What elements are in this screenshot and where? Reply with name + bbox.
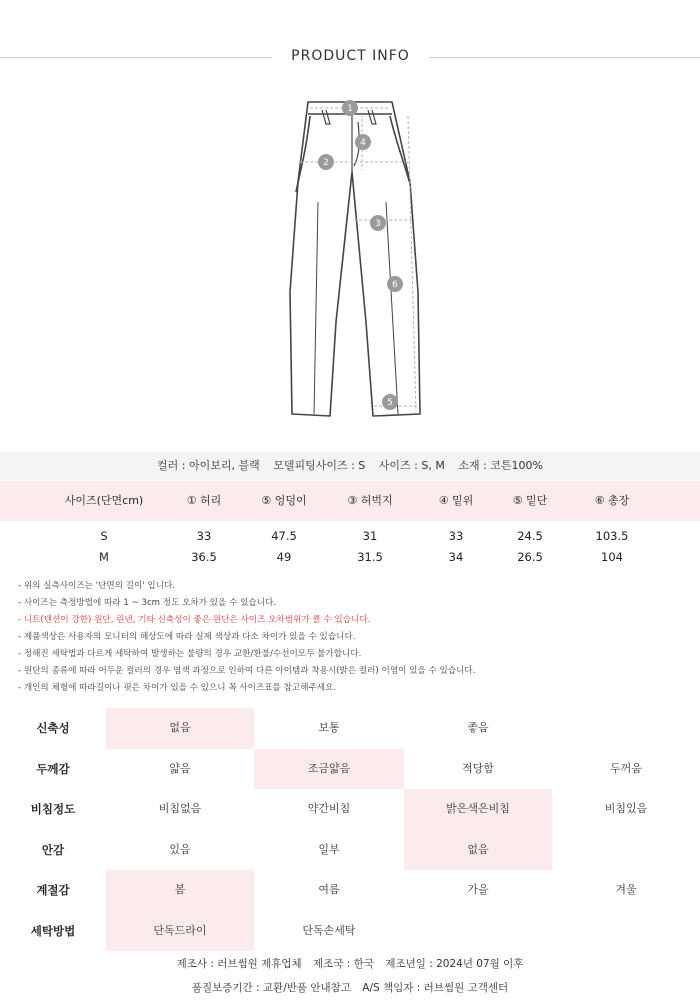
model-size-info: 모델피팅사이즈 : S <box>273 459 366 472</box>
warranty-period: 품질보증기간 : 교환/반품 안내참고 <box>191 982 351 994</box>
property-option: 비침있음 <box>604 802 648 815</box>
size-header-hem: ⑤ 밑단 <box>512 494 548 507</box>
belt-loop-right <box>368 110 376 124</box>
divider-right <box>429 57 700 58</box>
property-option: 비침없음 <box>158 802 202 815</box>
material-info: 소재 : 코튼100% <box>458 459 543 472</box>
property-row-stretch <box>0 708 700 749</box>
property-option: 가을 <box>467 883 489 896</box>
size-cell: 33 <box>196 529 212 543</box>
size-cell: S <box>100 529 108 543</box>
property-option: 좋음 <box>467 721 489 734</box>
fabric-property-grid <box>0 708 700 951</box>
size-options-info: 사이즈 : S, M <box>378 459 445 472</box>
pants-outline <box>290 102 420 416</box>
property-option: 보통 <box>318 721 340 734</box>
property-option: 있음 <box>169 842 191 856</box>
size-cell: 36.5 <box>191 550 217 564</box>
property-option-selected: 단독드라이 <box>106 911 254 952</box>
size-header-hip: ⑤ 엉덩이 <box>261 494 307 507</box>
size-header-label: 사이즈(단면cm) <box>64 494 144 507</box>
note-item: - 개인의 체형에 따라길이나 핏은 차이가 있을 수 있으니 꼭 사이즈표를 참고해주세요. <box>18 683 337 693</box>
property-option <box>552 911 700 952</box>
note-item: - 사이즈는 측정방법에 따라 1 ~ 3cm 정도 오차가 있을 수 있습니다. <box>18 598 277 608</box>
size-notes <box>18 578 688 697</box>
marker-label-3: 3 <box>375 219 381 229</box>
property-option: 얇음 <box>169 761 191 775</box>
note-item: - 정해진 세탁법과 다르게 세탁하여 발생하는 불량의 경우 교환/환불/수선이모두 불가합니다. <box>18 649 362 659</box>
marker-label-1: 1 <box>347 104 353 114</box>
note-item-warning: - 니트(텐션이 강한) 원단, 린넨, 기타 신축성이 좋은 원단은 사이즈 오차범위가 클 수 있습니다. <box>18 615 371 625</box>
size-header-waist: ① 허리 <box>186 494 222 507</box>
size-cell: 31 <box>362 529 378 543</box>
property-option: 겨울 <box>615 883 637 896</box>
property-option: 여름 <box>318 883 340 896</box>
property-option: 일부 <box>318 842 340 856</box>
belt-loop-left <box>322 110 330 124</box>
as-contact: A/S 책임자 : 러브썸원 고객센터 <box>362 982 509 994</box>
property-row-thickness <box>0 749 700 790</box>
size-header-rise: ④ 밑위 <box>438 494 474 507</box>
note-item: - 위의 실측사이즈는 '단면의 길이' 입니다. <box>18 581 176 591</box>
property-row-lining <box>0 830 700 871</box>
marker-label-6: 6 <box>392 280 398 290</box>
color-info: 컬러 : 아이보리, 블랙 <box>157 459 260 472</box>
size-row-m <box>0 547 700 567</box>
pants-illustration <box>270 92 430 432</box>
size-cell: 33 <box>448 529 464 543</box>
left-leg-crease <box>314 202 318 414</box>
property-row-season <box>0 870 700 911</box>
page-title: PRODUCT INFO <box>291 48 410 64</box>
property-label: 안감 <box>41 842 65 857</box>
property-row-washing <box>0 911 700 952</box>
note-item: - 원단의 종류에 따라 어두운 컬러의 경우 염색 과정으로 인하여 다른 아이템과 착용시(밝은 컬러) 이염이 있을 수 있습니다. <box>18 666 476 676</box>
property-label: 세탁방법 <box>30 923 76 938</box>
property-option: 적당함 <box>462 761 494 775</box>
size-cell: 49 <box>276 550 292 564</box>
property-option: 약간비침 <box>307 802 351 815</box>
size-cell: 26.5 <box>517 550 543 564</box>
manufacturer-info <box>0 956 700 971</box>
left-pocket-line <box>296 116 310 192</box>
manufacturer: 제조사 : 러브썸원 제휴업체 <box>176 958 302 970</box>
divider-left <box>0 57 272 58</box>
property-option <box>552 708 700 749</box>
property-option <box>552 830 700 871</box>
property-label: 두께감 <box>36 761 70 776</box>
marker-label-5: 5 <box>387 398 393 408</box>
property-option-selected: 밝은색은비침 <box>404 789 552 830</box>
country-of-origin: 제조국 : 한국 <box>313 958 374 970</box>
product-info-header <box>0 44 700 70</box>
size-cell: 47.5 <box>271 529 297 543</box>
pants-size-diagram <box>270 92 430 432</box>
manufacture-date: 제조년일 : 2024년 07월 이후 <box>385 958 524 970</box>
property-label: 계절감 <box>36 883 70 897</box>
size-cell: 103.5 <box>595 529 629 543</box>
property-option-selected: 조금얇음 <box>254 749 404 790</box>
marker-label-2: 2 <box>323 158 329 168</box>
size-header-thigh: ③ 허벅지 <box>347 494 393 507</box>
product-summary-bar <box>0 452 700 480</box>
property-option <box>404 911 552 952</box>
size-cell: 24.5 <box>517 529 543 543</box>
property-label: 신축성 <box>36 721 70 735</box>
length-measure-line <box>408 116 416 412</box>
size-cell: 104 <box>601 550 623 564</box>
size-cell: 34 <box>448 550 464 564</box>
property-option-selected: 없음 <box>106 708 254 749</box>
property-row-sheerness <box>0 789 700 830</box>
size-cell: 31.5 <box>357 550 383 564</box>
size-row-s <box>0 526 700 546</box>
property-option-selected: 없음 <box>404 830 552 871</box>
warranty-info <box>0 980 700 995</box>
size-header-length: ⑥ 총장 <box>594 494 630 507</box>
property-label: 비침정도 <box>30 802 76 816</box>
size-table-header <box>0 481 700 521</box>
property-option-selected: 봄 <box>106 870 254 911</box>
property-option: 단독손세탁 <box>302 923 356 937</box>
right-pocket-line <box>390 116 410 184</box>
right-leg-crease <box>386 202 398 414</box>
property-option: 두꺼움 <box>610 761 642 775</box>
note-item: - 제품색상은 사용자의 모니터의 해상도에 따라 실제 색상과 다소 차이가 있을 수 있습니다. <box>18 632 356 642</box>
marker-label-4: 4 <box>360 138 366 148</box>
size-cell: M <box>99 550 109 564</box>
